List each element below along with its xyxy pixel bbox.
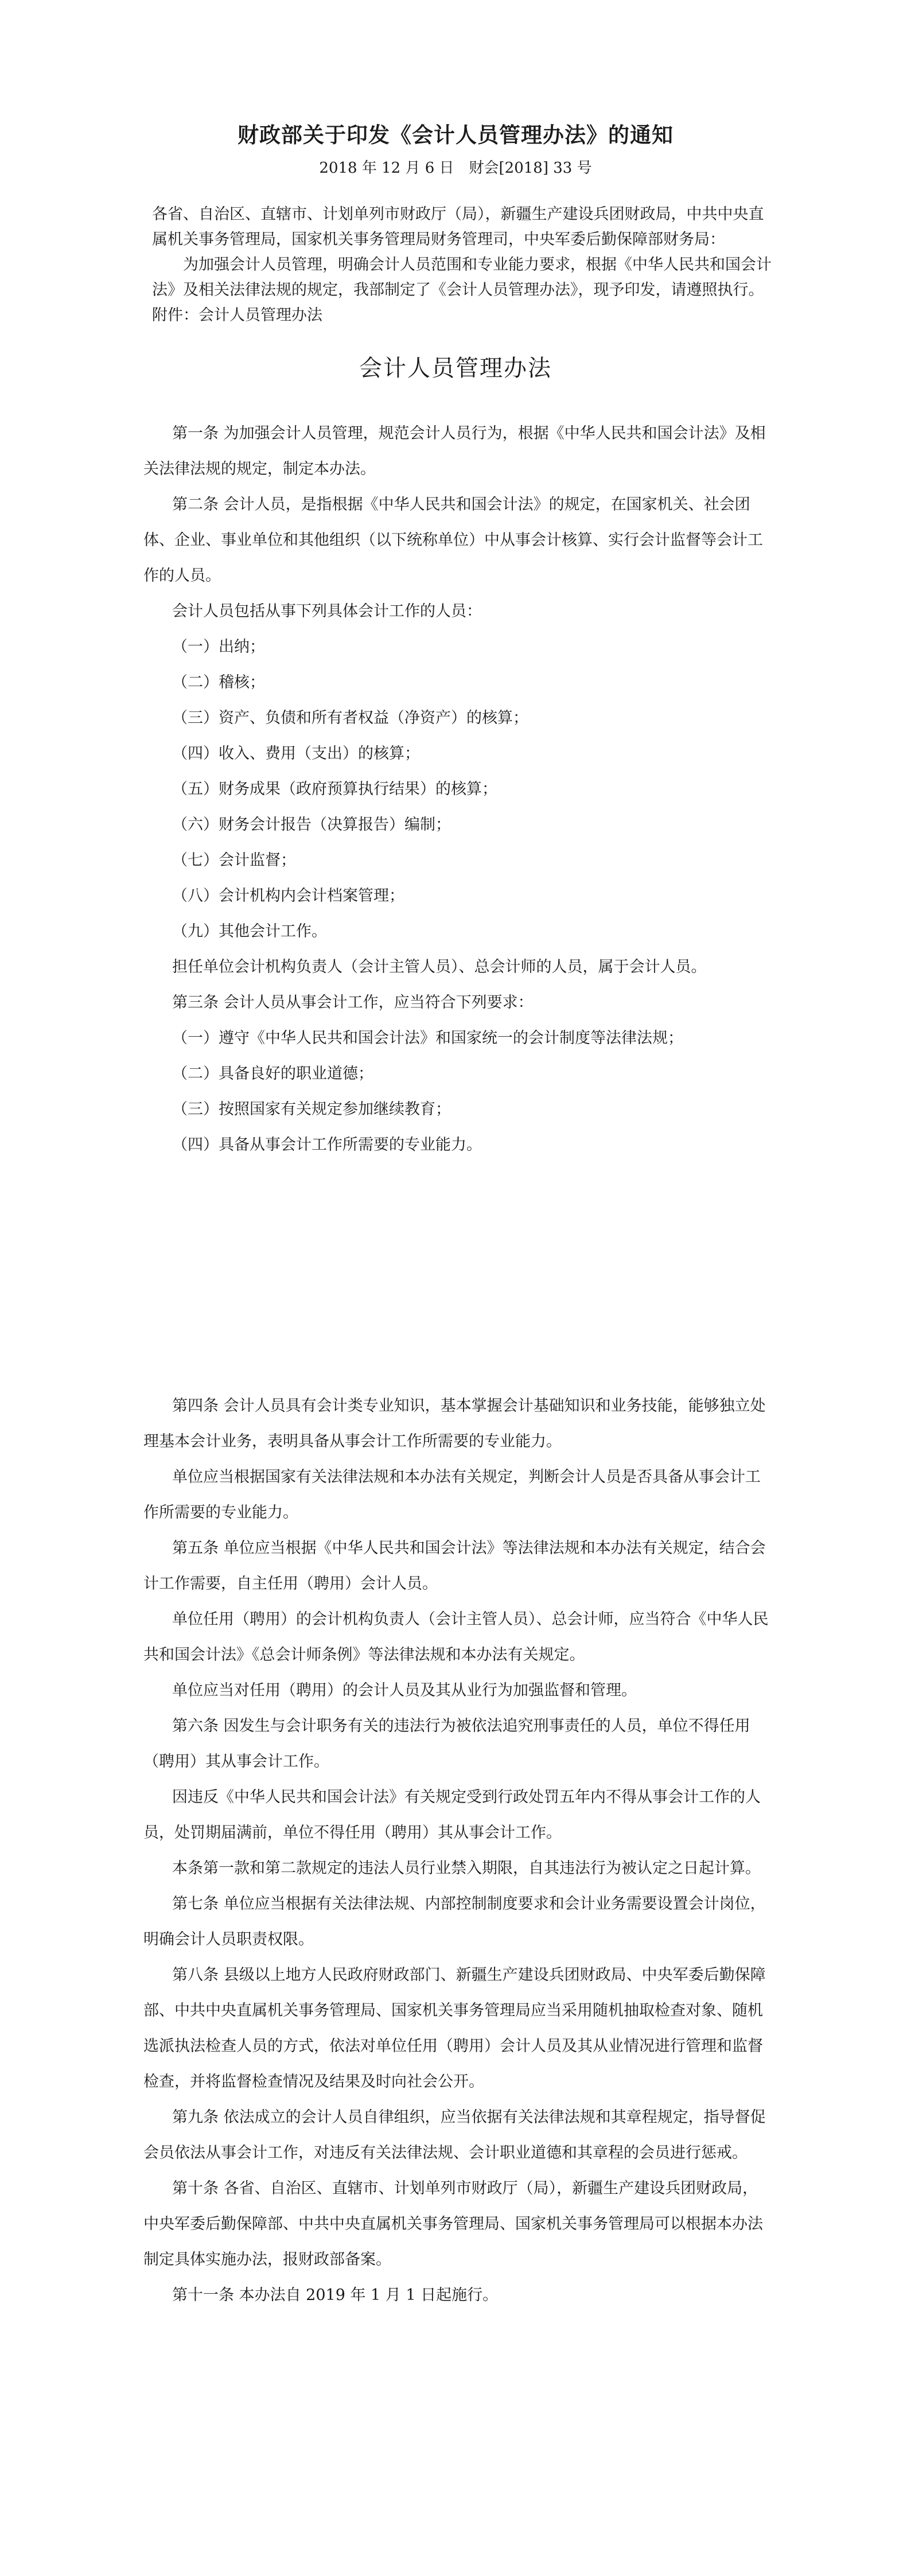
document-part-1 (143, 416, 769, 1163)
article-paragraph: 因违反《中华人民共和国会计法》有关规定受到行政处罚五年内不得从事会计工作的人员，处罚期届满前，单位不得任用（聘用）其从事会计工作。 (143, 1788, 761, 1842)
article-paragraph: 单位任用（聘用）的会计机构负责人（会计主管人员）、总会计师，应当符合《中华人民共和国会计法》《总会计师条例》等法律法规和本办法有关规定。 (143, 1610, 769, 1664)
list-item: （九）其他会计工作。 (172, 923, 327, 940)
document-title: 会计人员管理办法 (359, 355, 552, 382)
list-item: （三）资产、负债和所有者权益（净资产）的核算； (172, 709, 528, 727)
list-item: （四）收入、费用（支出）的核算； (172, 745, 420, 762)
article-paragraph: 本条第一款和第二款规定的违法人员行业禁入期限，自其违法行为被认定之日起计算。 (172, 1859, 761, 1877)
list-item: （二）稽核； (172, 674, 265, 691)
list-item: （二）具备良好的职业道德； (172, 1065, 373, 1083)
article-paragraph: 第七条 单位应当根据有关法律法规、内部控制制度要求和会计业务需要设置会计岗位，明确会计人员职责权限。 (143, 1895, 766, 1948)
article-paragraph: 担任单位会计机构负责人（会计主管人员）、总会计师的人员，属于会计人员。 (172, 958, 707, 976)
notice-title: 财政部关于印发《会计人员管理办法》的通知 (238, 122, 673, 147)
article-paragraph: 单位应当根据国家有关法律法规和本办法有关规定，判断会计人员是否具备从事会计工作所需要的专业能力。 (143, 1468, 761, 1522)
article-paragraph: 第十条 各省、自治区、直辖市、计划单列市财政厅（局），新疆生产建设兵团财政局，中央军委后勤保障部、中共中央直属机关事务管理局、国家机关事务管理局可以根据本办法制定具体实施办法，报财政部备案。 (143, 2180, 763, 2268)
article-paragraph: 第九条 依法成立的会计人员自律组织，应当依据有关法律法规和其章程规定，指导督促会员依法从事会计工作，对违反有关法律法规、会计职业道德和其章程的会员进行惩戒。 (143, 2108, 766, 2162)
article-paragraph: 第一条 为加强会计人员管理，规范会计人员行为，根据《中华人民共和国会计法》及相关法律法规的规定，制定本办法。 (143, 425, 766, 478)
list-item: （三）按照国家有关规定参加继续教育； (172, 1100, 451, 1118)
list-item: （五）财务成果（政府预算执行结果）的核算； (172, 780, 497, 798)
article-paragraph: 会计人员包括从事下列具体会计工作的人员： (172, 602, 482, 620)
article-paragraph: 第四条 会计人员具有会计类专业知识，基本掌握会计基础知识和业务技能，能够独立处理基本会计业务，表明具备从事会计工作所需要的专业能力。 (143, 1397, 766, 1450)
notice-date-line: 2018 年 12 月 6 日 财会[2018] 33 号 (319, 159, 592, 177)
list-item: （六）财务会计报告（决算报告）编制； (172, 816, 451, 834)
article-paragraph: 第十一条 本办法自 2019 年 1 月 1 日起施行。 (172, 2286, 499, 2304)
notice-body (152, 202, 772, 328)
article-paragraph: 第五条 单位应当根据《中华人民共和国会计法》等法律法规和本办法有关规定，结合会计工作需要，自主任用（聘用）会计人员。 (143, 1539, 766, 1593)
list-item: （七）会计监督； (172, 851, 296, 869)
article-paragraph: 单位应当对任用（聘用）的会计人员及其从业行为加强监督和管理。 (172, 1682, 637, 1699)
notice-paragraph: 为加强会计人员管理，明确会计人员范围和专业能力要求，根据《中华人民共和国会计法》及相关法律法规的规定，我部制定了《会计人员管理办法》，现予印发，请遵照执行。 (152, 256, 772, 299)
article-paragraph: 第二条 会计人员，是指根据《中华人民共和国会计法》的规定，在国家机关、社会团体、企业、事业单位和其他组织（以下统称单位）中从事会计核算、实行会计监督等会计工作的人员。 (143, 496, 763, 585)
list-item: （八）会计机构内会计档案管理； (172, 887, 404, 905)
list-item: （四）具备从事会计工作所需要的专业能力。 (172, 1136, 482, 1154)
notice-attachment: 附件：会计人员管理办法 (152, 306, 322, 324)
article-paragraph: 第三条 会计人员从事会计工作，应当符合下列要求： (172, 994, 534, 1011)
article-paragraph: 第八条 县级以上地方人民政府财政部门、新疆生产建设兵团财政局、中央军委后勤保障部、中共中央直属机关事务管理局、国家机关事务管理局应当采用随机抽取检查对象、随机选派执法检查人员的方式，依法对单位任用（聘用）会计人员及其从业情况进行管理和监督检查，并将监督检查情况及结果及时向社会公开。 (143, 1966, 766, 2091)
article-paragraph: 第六条 因发生与会计职务有关的违法行为被依法追究刑事责任的人员，单位不得任用（聘用）其从事会计工作。 (143, 1717, 750, 1770)
list-item: （一）出纳； (172, 638, 265, 656)
document-part-2 (143, 1388, 769, 2313)
notice-recipients: 各省、自治区、直辖市、计划单列市财政厅（局），新疆生产建设兵团财政局，中共中央直属机关事务管理局，国家机关事务管理局财务管理司，中央军委后勤保障部财务局： (152, 205, 764, 248)
list-item: （一）遵守《中华人民共和国会计法》和国家统一的会计制度等法律法规； (172, 1029, 683, 1047)
